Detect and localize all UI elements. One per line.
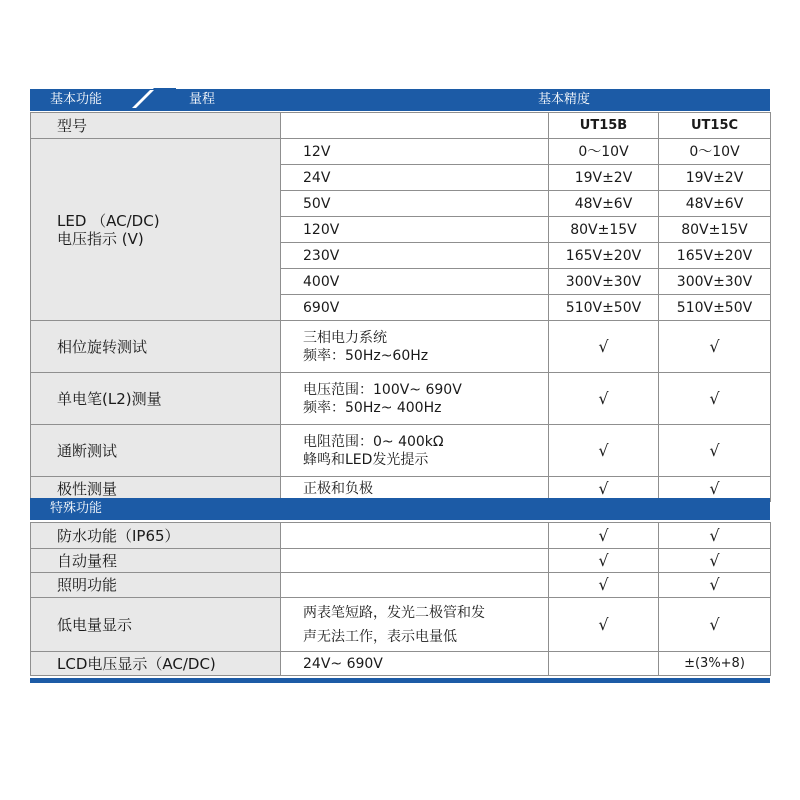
check-mark-b: √ (549, 549, 659, 573)
range-line-2: 频率：50Hz~ 400Hz (303, 399, 442, 416)
led-c-value: 0～10V (659, 139, 771, 165)
special-range-empty (281, 549, 549, 573)
function-range (281, 425, 549, 477)
range-line-1: 电阻范围：0~ 400kΩ (303, 433, 444, 450)
led-c-value: 48V±6V (659, 191, 771, 217)
table-row (31, 598, 771, 652)
table-row (31, 549, 771, 573)
special-range-empty (281, 523, 549, 549)
special-label: LCD电压显示（AC/DC) (31, 652, 281, 676)
led-b-value: 80V±15V (549, 217, 659, 243)
model-empty-cell (281, 113, 549, 139)
check-mark-b: √ (549, 477, 659, 502)
lcd-b-value (549, 652, 659, 676)
check-mark-b: √ (549, 598, 659, 652)
led-c-value: 300V±30V (659, 269, 771, 295)
check-mark-b: √ (549, 425, 659, 477)
spec-table-special (30, 522, 771, 676)
table-row (31, 425, 771, 477)
model-ut15c: UT15C (659, 113, 771, 139)
model-ut15b: UT15B (549, 113, 659, 139)
table-row (31, 139, 771, 165)
check-mark-b: √ (549, 321, 659, 373)
led-c-value: 19V±2V (659, 165, 771, 191)
check-mark-c: √ (659, 477, 771, 502)
range-line-2: 频率：50Hz~60Hz (303, 347, 429, 364)
led-b-value: 19V±2V (549, 165, 659, 191)
table-row (31, 373, 771, 425)
check-mark-c: √ (659, 373, 771, 425)
header-range: 量程 (189, 92, 216, 107)
check-mark-c: √ (659, 549, 771, 573)
check-mark-b: √ (549, 573, 659, 598)
led-range: 690V (281, 295, 549, 321)
led-range: 400V (281, 269, 549, 295)
range-line-1: 电压范围：100V~ 690V (303, 381, 462, 398)
function-label: 相位旋转测试 (31, 321, 281, 373)
function-range (281, 321, 549, 373)
led-b-value: 300V±30V (549, 269, 659, 295)
special-header-band (30, 498, 770, 520)
check-mark-c: √ (659, 321, 771, 373)
led-label-line1: LED （AC/DC) (57, 211, 160, 230)
range-line-2: 声无法工作，表示电量低 (303, 628, 457, 645)
function-label: 极性测量 (31, 477, 281, 502)
table-row (31, 523, 771, 549)
check-mark-c: √ (659, 573, 771, 598)
table-row (31, 652, 771, 676)
model-label: 型号 (31, 113, 281, 139)
led-range: 24V (281, 165, 549, 191)
check-mark-b: √ (549, 373, 659, 425)
header-basic-function: 基本功能 (50, 92, 103, 107)
bottom-rule (30, 678, 770, 683)
table-row (31, 321, 771, 373)
led-label-line2: 电压指示 (V) (57, 229, 144, 248)
header-basic-accuracy: 基本精度 (538, 92, 591, 107)
function-range (281, 373, 549, 425)
special-range-empty (281, 573, 549, 598)
function-range: 正极和负极 (281, 477, 549, 502)
check-mark-c: √ (659, 425, 771, 477)
special-label: 照明功能 (31, 573, 281, 598)
led-range: 230V (281, 243, 549, 269)
led-b-value: 165V±20V (549, 243, 659, 269)
special-label: 防水功能（IP65） (31, 523, 281, 549)
led-c-value: 510V±50V (659, 295, 771, 321)
range-line-1: 两表笔短路，发光二极管和发 (303, 604, 485, 621)
special-label: 自动量程 (31, 549, 281, 573)
special-header: 特殊功能 (50, 501, 103, 516)
led-b-value: 48V±6V (549, 191, 659, 217)
special-label: 低电量显示 (31, 598, 281, 652)
header-notch-icon (132, 88, 176, 108)
range-line-2: 蜂鸣和LED发光提示 (303, 451, 429, 468)
led-voltage-label (31, 139, 281, 321)
led-range: 120V (281, 217, 549, 243)
check-mark-b: √ (549, 523, 659, 549)
led-range: 12V (281, 139, 549, 165)
check-mark-c: √ (659, 598, 771, 652)
check-mark-c: √ (659, 523, 771, 549)
led-c-value: 165V±20V (659, 243, 771, 269)
table-row (31, 573, 771, 598)
led-range: 50V (281, 191, 549, 217)
special-range (281, 598, 549, 652)
function-label: 通断测试 (31, 425, 281, 477)
range-line-1: 三相电力系统 (303, 329, 387, 346)
table-row (31, 113, 771, 139)
spec-table-basic (30, 112, 771, 502)
led-b-value: 510V±50V (549, 295, 659, 321)
led-c-value: 80V±15V (659, 217, 771, 243)
lcd-c-accuracy: ±(3%+8) (659, 652, 771, 676)
special-range: 24V~ 690V (281, 652, 549, 676)
function-label: 单电笔(L2)测量 (31, 373, 281, 425)
led-b-value: 0～10V (549, 139, 659, 165)
